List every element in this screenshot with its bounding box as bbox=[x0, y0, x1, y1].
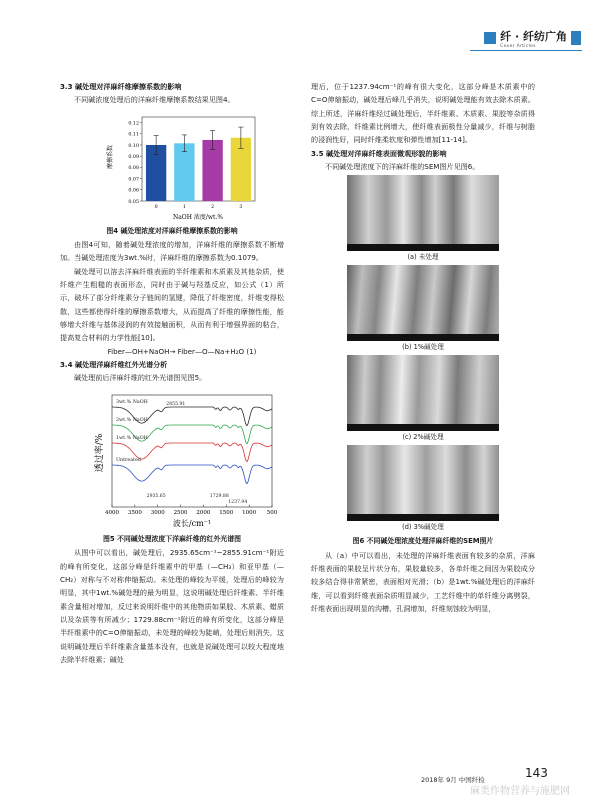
fig4-y-tick-label: 0.11 bbox=[128, 132, 139, 138]
sem-scale-bar bbox=[347, 334, 499, 341]
fig5-x-tick-label: 1500 bbox=[219, 509, 234, 516]
fig5-x-tick-label: 3500 bbox=[127, 509, 142, 516]
figure-5-svg bbox=[60, 389, 284, 529]
fig5-peak-annotation: 1237.94 bbox=[228, 499, 248, 505]
sem-image-untreated bbox=[347, 175, 499, 251]
figure-5-ir-spectrum bbox=[60, 389, 284, 529]
sem-scale-bar bbox=[347, 244, 499, 251]
fig5-series-label: 1wt.% NaOH bbox=[116, 435, 148, 441]
fig4-y-tick-label: 0.06 bbox=[128, 188, 139, 194]
fig5-ylabel: 透过率/% bbox=[95, 433, 105, 473]
fig4-x-tick-label: 0 bbox=[154, 204, 158, 210]
fig5-x-tick-label: 3000 bbox=[150, 509, 165, 516]
figure-6-caption: 图6 不同碱处理浓度处理洋麻纤维的SEM照片 bbox=[352, 537, 494, 546]
sem-scale-bar bbox=[347, 424, 499, 431]
header-square-icon bbox=[484, 32, 496, 44]
fig4-y-tick-label: 0.12 bbox=[128, 121, 139, 127]
fig5-x-tick-label: 4000 bbox=[105, 509, 119, 516]
fig5-peak-annotation: 1729.88 bbox=[209, 493, 229, 499]
fig4-x-tick-label: 1 bbox=[182, 204, 186, 210]
header-title: 纤 · 纤纺广角 bbox=[500, 30, 567, 43]
sem-caption-b: (b) 1%碱处理 bbox=[402, 343, 444, 352]
sem-image-2pct bbox=[347, 355, 499, 431]
paragraph-sem-analysis: 从（a）中可以看出，未处理的洋麻纤维表面有较多的杂质，洋麻纤维表面的果胶呈片状分布，果胶量较多，各单纤维之间因为果胶成分较多结合得非常紧密，表面相对光滑；（b）是1wt.%碱处理后的洋麻纤维，可以看到纤维表面杂质明显减少，工艺纤维中的单纤维分离劈裂，纤维表面出现明显的沟槽、孔洞增加，纤维刻蚀较为明显， bbox=[311, 550, 535, 614]
left-column bbox=[60, 80, 284, 666]
page-number: 143 bbox=[525, 766, 548, 780]
fig5-peak-annotation: 2935.65 bbox=[146, 493, 166, 499]
watermark: 麻类作物营养与施肥网 bbox=[470, 786, 570, 797]
fig5-xlabel: 波长/cm⁻¹ bbox=[172, 518, 212, 528]
sem-caption-d: (d) 3%碱处理 bbox=[402, 523, 444, 532]
section-3-3-heading: 3.3 碱处理对洋麻纤维摩擦系数的影响 bbox=[60, 82, 182, 91]
sem-caption-c: (c) 2%碱处理 bbox=[402, 433, 444, 442]
paragraph-ir-analysis: 从图中可以看出，碱处理后，2935.65cm⁻¹~2855.91cm⁻¹附近的峰有所变化，这部分峰是纤维素中的甲基（—CH₃）和亚甲基（—CH₂）对称与不对称伸缩振动。未处理的峰较为平缓，处理后的峰较为明显，其中1wt.%碱处理的最为明显，这说明碱处理后纤维素、半纤维素含量相对增加，反过来说明纤维中的其他物质如果胶、木质素、蜡质以及杂质等有所减少；1729.88cm⁻¹附近的峰有所变化，这部分峰是半纤维素中的C=O伸缩振动，未处理的峰较为陡峭，处理后则消失，这说明碱处理后半纤维素含量基本没有，也就是说碱处理可以较大程度地去除半纤维素；碱处 bbox=[60, 548, 284, 664]
fig5-series-line bbox=[112, 465, 272, 483]
fig4-y-tick-label: 0.05 bbox=[128, 199, 139, 205]
figure-4-caption: 图4 碱处理浓度对洋麻纤维摩擦系数的影响 bbox=[106, 226, 238, 235]
sem-image-3pct bbox=[347, 445, 499, 521]
footer-journal: 2018年 9月 中国纤检 bbox=[421, 776, 485, 784]
equation-1: Fiber—OH+NaOH→ Fiber—O—Na+H₂O (1) bbox=[107, 346, 257, 356]
figure-4-bar-chart bbox=[60, 109, 284, 221]
fig4-x-tick-label: 2 bbox=[211, 204, 215, 210]
header-subtitle: Cover Articles bbox=[500, 44, 536, 49]
section-3-4-heading: 3.4 碱处理洋麻纤维红外光谱分析 bbox=[60, 360, 168, 370]
section-3-5-heading: 3.5 碱处理对洋麻纤维表面微观形貌的影响 bbox=[311, 148, 447, 158]
section-3-3-intro: 不同碱浓度处理后的洋麻纤维摩擦系数结果见图4。 bbox=[74, 95, 235, 105]
figure-4-svg bbox=[60, 109, 284, 221]
fig4-y-tick-label: 0.10 bbox=[128, 143, 139, 149]
fig5-x-tick-label: 2000 bbox=[196, 509, 211, 516]
fig5-x-tick-label: 500 bbox=[266, 509, 278, 516]
fig5-series-label: 2wt.% NaOH bbox=[116, 417, 148, 423]
paragraph-fig4-result: 由图4可知，随着碱处理浓度的增加，洋麻纤维的摩擦系数不断增加。当碱处理浓度为3wt.%时，洋麻纤维的摩擦系数为0.1079。 bbox=[60, 240, 284, 263]
section-3-4-intro: 碱处理前后洋麻纤维的红外光谱图见图5。 bbox=[74, 373, 207, 383]
header-corner-icon bbox=[571, 31, 581, 45]
right-column bbox=[311, 80, 535, 615]
sem-caption-a: (a) 未处理 bbox=[407, 253, 439, 262]
fig4-y-tick-label: 0.08 bbox=[128, 165, 139, 171]
sem-image-1pct bbox=[347, 265, 499, 341]
paragraph-alkali-mechanism: 碱处理可以溶去洋麻纤维表面的半纤维素和木质素及其他杂质，使纤维产生粗糙的表面形态，同时由于碱与羟基反应，如公式（1）所示，破坏了部分纤维素分子链间的氢键，降低了纤维密度，纤维变得松散，这些都使得纤维的摩擦系数增大，从而提高了纤维的摩擦性能，能够增大纤维与基体浸润的有效接触面积，从而有利于增强界面的粘合，提高复合材料的力学性能[10]。 bbox=[60, 266, 284, 343]
paragraph-ir-continued: 理后，位于1237.94cm⁻¹的峰有很大变化，这部分峰是木质素中的C=O伸缩振动，碱处理后峰几乎消失，说明碱处理能有效去除木质素。综上所述，洋麻纤维经过碱处理后，半纤维素、木质素、果胶等杂质得到有效去除，纤维素比例增大，使纤维表面极性分量减少，纤维与树脂的浸润性好，同时纤维柔软度和弹性增加[11-14]。 bbox=[311, 82, 535, 145]
section-3-5-intro: 不同碱处理浓度下的洋麻纤维的SEM图片见图6。 bbox=[325, 162, 480, 172]
figure-5-caption: 图5 不同碱处理浓度下洋麻纤维的红外光谱图 bbox=[102, 534, 242, 543]
fig5-series-label: 3wt.% NaOH bbox=[116, 399, 148, 405]
fig5-series-label: Untreated bbox=[116, 457, 141, 463]
fig5-peak-annotation: 2855.91 bbox=[166, 401, 186, 407]
sem-scale-bar bbox=[347, 514, 499, 521]
header-rule bbox=[470, 50, 582, 51]
fig4-x-tick-label: 3 bbox=[239, 204, 243, 210]
fig4-ylabel: 摩擦系数 bbox=[107, 144, 114, 169]
fig4-y-tick-label: 0.07 bbox=[128, 177, 139, 183]
fig5-x-tick-label: 2500 bbox=[173, 509, 188, 516]
fig4-xlabel: NaOH 浓度/wt.% bbox=[172, 213, 224, 221]
fig5-plot-frame bbox=[112, 395, 272, 507]
fig4-y-tick-label: 0.09 bbox=[128, 154, 139, 160]
fig5-x-tick-label: 1000 bbox=[242, 509, 257, 516]
section-header bbox=[484, 30, 581, 49]
